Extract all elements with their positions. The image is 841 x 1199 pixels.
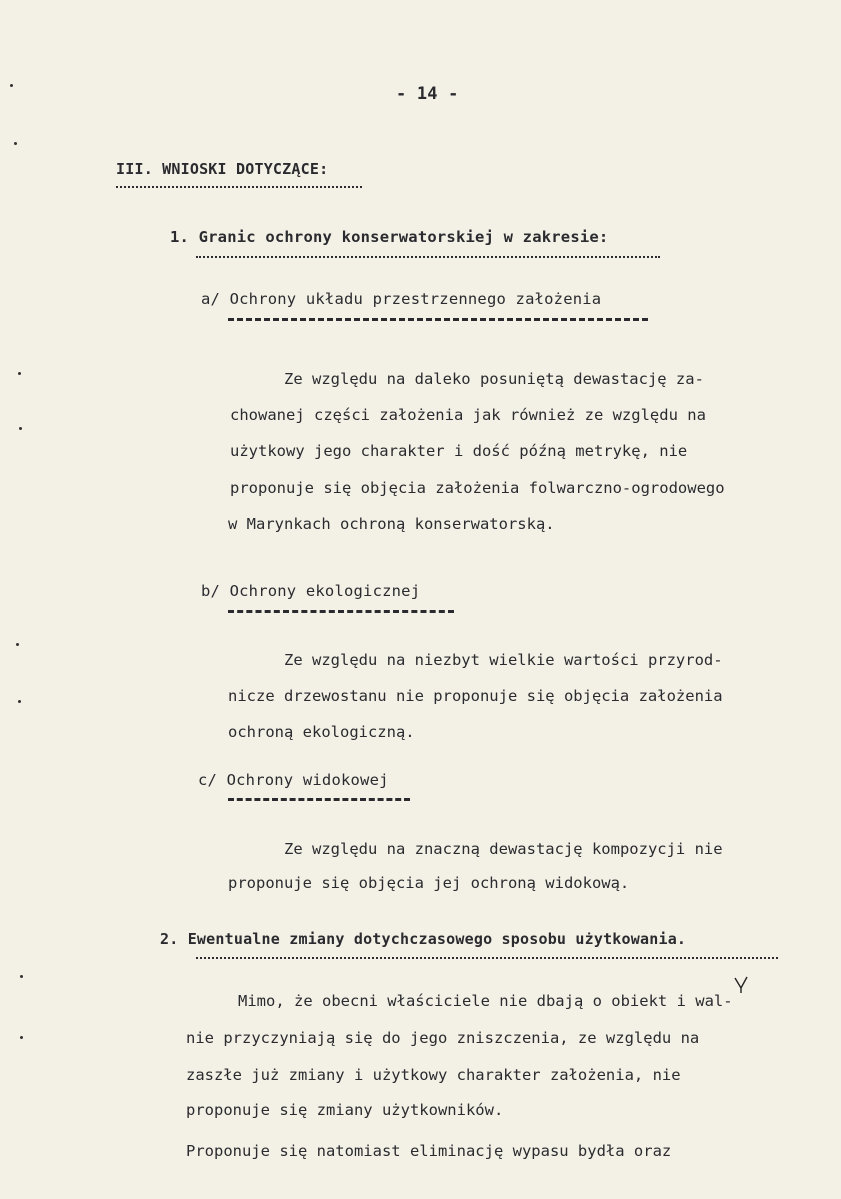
handwritten-caret-mark: [733, 976, 749, 994]
item2-heading: 2. Ewentualne zmiany dotychczasowego sposobu użytkowania.: [160, 930, 687, 948]
item2-line: proponuje się zmiany użytkowników.: [186, 1101, 504, 1119]
subsection-b-line: nicze drzewostanu nie proponuje się objęcia założenia: [228, 687, 723, 705]
margin-mark: [18, 372, 21, 375]
item2-heading-underline: [196, 957, 778, 959]
subsection-c-line: Ze względu na znaczną dewastację kompozycji nie: [284, 840, 723, 858]
margin-mark: [14, 142, 17, 145]
item2-line: nie przyczyniają się do jego zniszczenia, ze względu na: [186, 1029, 700, 1047]
subsection-b-line: Ze względu na niezbyt wielkie wartości przyrod-: [284, 651, 723, 669]
section-heading-underline: [116, 186, 362, 188]
subsection-c-line: proponuje się objęcia jej ochroną widokową.: [228, 874, 630, 892]
subsection-c-heading: c/ Ochrony widokowej: [198, 771, 389, 789]
margin-mark: [19, 427, 22, 430]
subsection-b-line: ochroną ekologiczną.: [228, 723, 415, 741]
item1-heading: 1. Granic ochrony konserwatorskiej w zakresie:: [170, 228, 609, 246]
subsection-a-line: chowanej części założenia jak również ze względu na: [230, 406, 706, 424]
margin-mark: [10, 84, 13, 87]
margin-mark: [16, 643, 19, 646]
subsection-a-line: użytkowy jego charakter i dość późną metrykę, nie: [230, 442, 688, 460]
subsection-a-heading: a/ Ochrony układu przestrzennego założenia: [201, 290, 602, 308]
item1-heading-underline: [196, 256, 660, 258]
subsection-a-line: Ze względu na daleko posuniętą dewastację za-: [284, 370, 704, 388]
margin-mark: [18, 700, 21, 703]
subsection-a-underline: [228, 318, 648, 321]
margin-mark: [20, 1036, 23, 1039]
item2-line: Proponuje się natomiast eliminację wypasu bydła oraz: [186, 1142, 672, 1160]
margin-mark: [20, 975, 23, 978]
subsection-a-line: w Marynkach ochroną konserwatorską.: [228, 515, 555, 533]
subsection-c-underline: [228, 798, 410, 801]
subsection-b-heading: b/ Ochrony ekologicznej: [201, 582, 421, 600]
section-heading: III. WNIOSKI DOTYCZĄCE:: [116, 160, 329, 178]
subsection-a-line: proponuje się objęcia założenia folwarczno-ogrodowego: [230, 479, 725, 497]
item2-line: zaszłe już zmiany i użytkowy charakter założenia, nie: [186, 1066, 681, 1084]
subsection-b-underline: [228, 610, 454, 613]
page-number: - 14 -: [396, 84, 459, 104]
item2-line: Mimo, że obecni właściciele nie dbają o obiekt i wal-: [238, 992, 733, 1010]
